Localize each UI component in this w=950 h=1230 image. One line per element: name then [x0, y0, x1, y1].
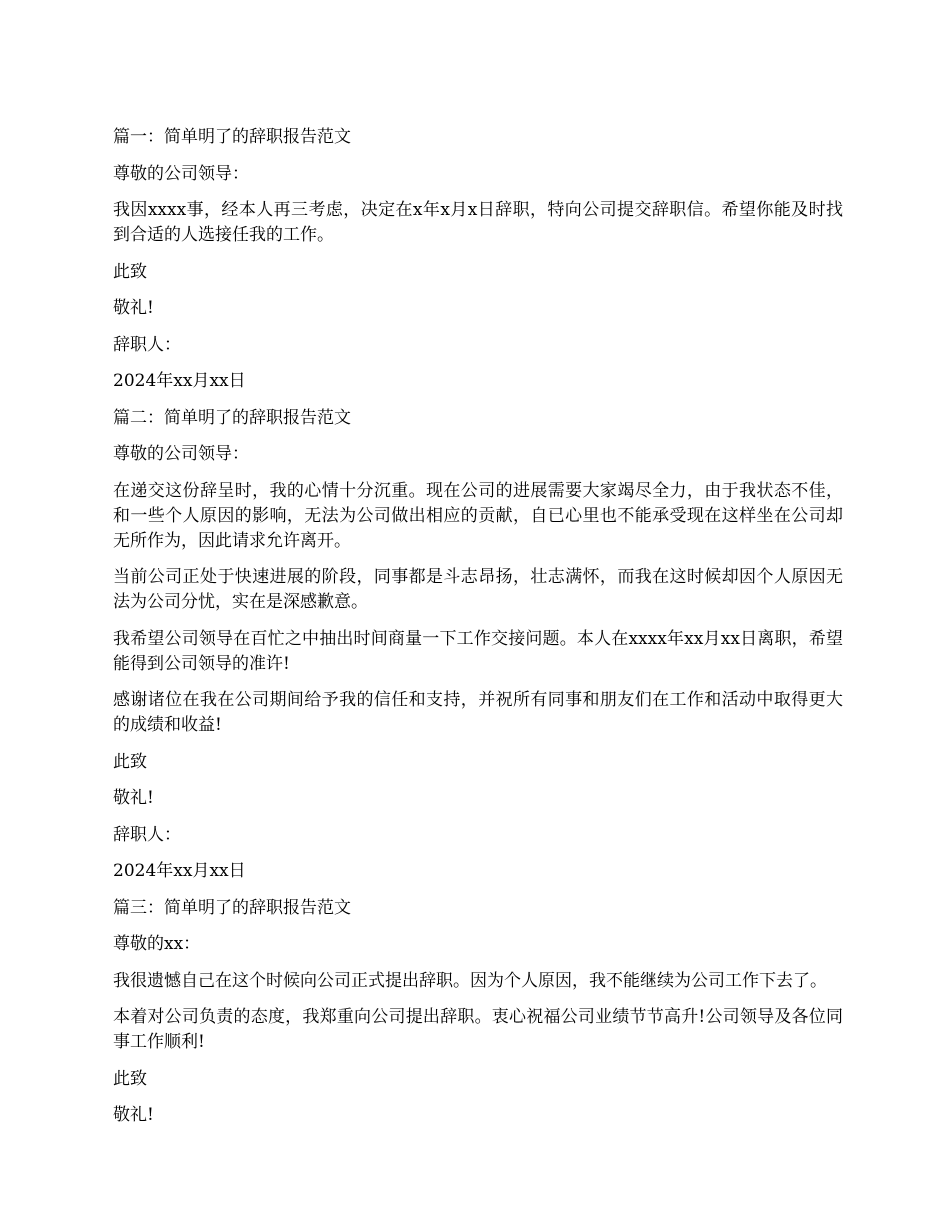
section-3-paragraph-2: 本着对公司负责的态度，我郑重向公司提出辞职。衷心祝福公司业绩节节高升!公司领导及各位同事工作顺利!: [113, 1007, 843, 1052]
section-2-signer: 辞职人：: [113, 824, 181, 845]
document-body: [113, 125, 843, 1140]
section-2-paragraph-4: 感谢诸位在我在公司期间给予我的信任和支持，并祝所有同事和朋友们在工作和活动中取得更大的成绩和收益!: [113, 690, 843, 735]
section-2-paragraph-3: 我希望公司领导在百忙之中抽出时间商量一下工作交接问题。本人在xxxx年xx月xx日离职，希望能得到公司领导的准许!: [113, 628, 843, 674]
section-3-closing-1: 此致: [113, 1068, 147, 1089]
section-1-heading: 篇一：简单明了的辞职报告范文: [113, 127, 351, 147]
section-2-closing-1: 此致: [113, 751, 147, 772]
section-1-date: 2024年xx月xx日: [113, 371, 246, 391]
section-1-signer: 辞职人：: [113, 334, 181, 355]
section-1-salutation: 尊敬的公司领导：: [113, 163, 249, 184]
section-2-closing-2: 敬礼!: [113, 788, 154, 808]
section-2-date: 2024年xx月xx日: [113, 861, 246, 881]
section-3-closing-2: 敬礼!: [113, 1105, 154, 1125]
section-1-closing-1: 此致: [113, 261, 147, 282]
section-2-heading: 篇二：简单明了的辞职报告范文: [113, 407, 351, 428]
section-2-paragraph-1: 在递交这份辞呈时，我的心情十分沉重。现在公司的进展需要大家竭尽全力，由于我状态不佳，和一些个人原因的影响，无法为公司做出相应的贡献，自已心里也不能承受现在这样坐在公司却无所作为，因此请求允许离开。: [113, 480, 843, 551]
section-3-paragraph-1: 我很遗憾自己在这个时候向公司正式提出辞职。因为个人原因，我不能继续为公司工作下去了。: [113, 970, 827, 991]
section-1-closing-2: 敬礼!: [113, 298, 154, 318]
section-2-paragraph-2: 当前公司正处于快速进展的阶段，同事都是斗志昂扬，壮志满怀，而我在这时候却因个人原因无法为公司分忧，实在是深感歉意。: [113, 567, 843, 612]
section-2-salutation: 尊敬的公司领导：: [113, 444, 249, 464]
section-3-heading: 篇三：简单明了的辞职报告范文: [113, 897, 351, 918]
section-1-paragraph-1: 我因xxxx事，经本人再三考虑，决定在x年x月x日辞职，特向公司提交辞职信。希望你能及时找到合适的人选接任我的工作。: [113, 200, 843, 245]
section-3-salutation: 尊敬的xx：: [113, 934, 201, 954]
